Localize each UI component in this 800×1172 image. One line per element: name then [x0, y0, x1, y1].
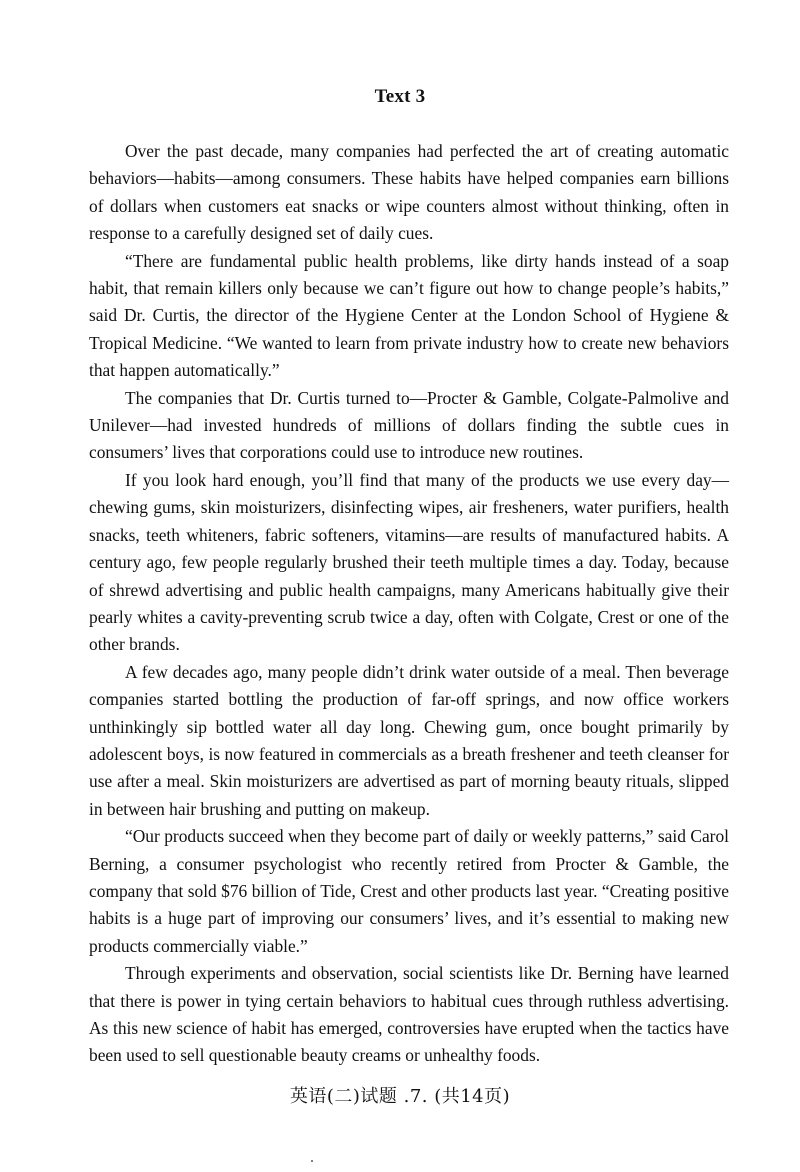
paragraph-7: Through experiments and observation, social scientists like Dr. Berning have learned that there is power in tying certain behaviors to habitual cues through ruthless advertising. As this new science of habit has emerged, controversies have erupted when the tactics have been used to sell questionable beauty creams or unhealthy foods.: [89, 963, 729, 1066]
paragraph-2: “There are fundamental public health problems, like dirty hands instead of a soap habit, that remain killers only because we can’t figure out how to change people’s habits,” said Dr. Curtis, the director of the Hygiene Center at the London School of Hygiene & Tropical Medicine. “We wanted to learn from private industry how to create new behaviors that happen automatically.”: [89, 250, 729, 381]
paragraph-4: If you look hard enough, you’ll find that many of the products we use every day—chewing gums, skin moisturizers, disinfecting wipes, air fresheners, water purifiers, health snacks, teeth whiteners, fabric softeners, vitamins—are results of manufactured habits. A century ago, few people regularly brushed their teeth multiple times a day. Today, because of shrewd advertising and public health campaigns, many Americans habitually give their pearly whites a cavity-preventing scrub twice a day, often with Colgate, Crest or one of the other brands.: [89, 469, 729, 655]
article-body: [89, 138, 729, 1070]
page-title: Text 3: [374, 86, 426, 107]
paragraph-3: The companies that Dr. Curtis turned to—Procter & Gamble, Colgate-Palmolive and Unilever—had invested hundreds of millions of dollars finding the subtle cues in consumers’ lives that corporations could use to introduce new routines.: [89, 387, 729, 463]
paragraph-6: “Our products succeed when they become part of daily or weekly patterns,” said Carol Berning, a consumer psychologist who recently retired from Procter & Gamble, the company that sold $76 billion of Tide, Crest and other products last year. “Creating positive habits is a huge part of improving our consumers’ lives, and it’s essential to making new products commercially viable.”: [89, 826, 729, 956]
paragraph-5: A few decades ago, many people didn’t drink water outside of a meal. Then beverage companies started bottling the production of far-off springs, and now office workers unthinkingly sip bottled water all day long. Chewing gum, once bought primarily by adolescent boys, is now featured in commercials as a breath freshener and teeth cleanser for use after a meal. Skin moisturizers are advertised as part of morning beauty rituals, slipped in between hair brushing and putting on makeup.: [89, 661, 729, 819]
scan-speck: [311, 1160, 313, 1162]
paragraph-1: Over the past decade, many companies had perfected the art of creating automatic behaviors—habits—among consumers. These habits have helped companies earn billions of dollars when customers eat snacks or wipe counters almost without thinking, often in response to a carefully designed set of daily cues.: [89, 141, 729, 244]
page-footer: 英语(二)试题 .7. (共14页): [289, 1086, 511, 1107]
